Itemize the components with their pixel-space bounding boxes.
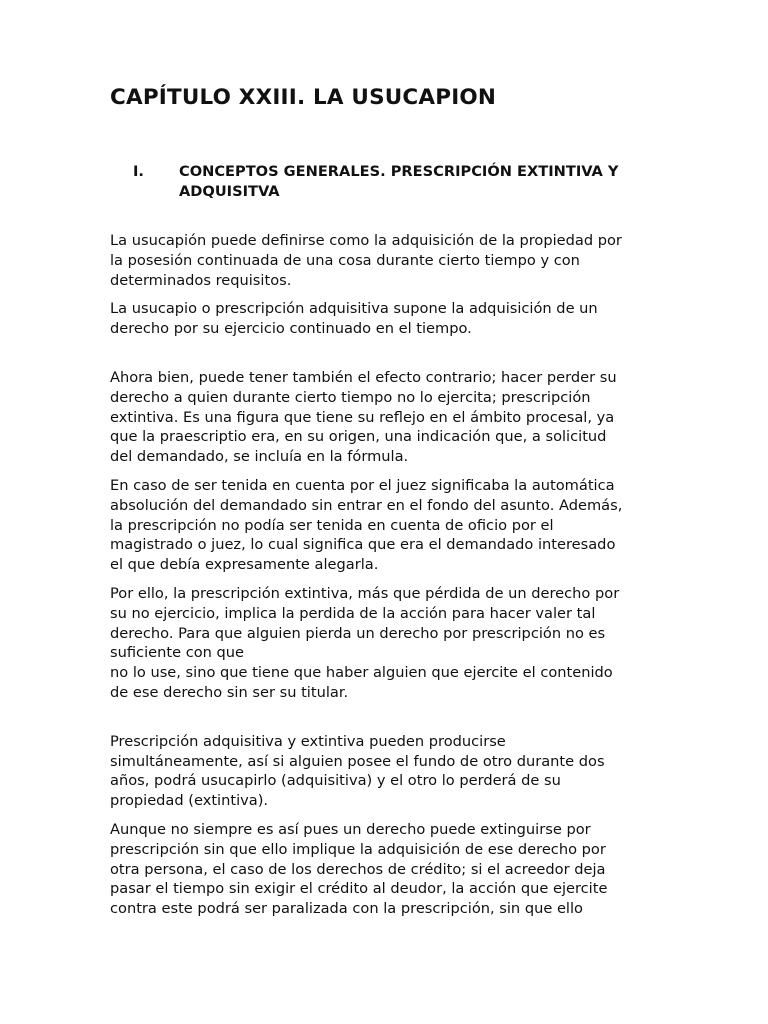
paragraph	[110, 476, 665, 575]
text-line: otra persona, el caso de los derechos de crédito; si el acreedor deja	[110, 860, 606, 878]
section-title-line: ADQUISITVA	[179, 183, 280, 200]
text-line: Prescripción adquisitiva y extintiva pueden producirse	[110, 732, 506, 750]
paragraph	[110, 368, 665, 467]
paragraph	[110, 299, 665, 339]
paragraph	[110, 820, 665, 919]
chapter-title: CAPÍTULO XXIII. LA USUCAPION	[110, 85, 497, 110]
text-line: propiedad (extintiva).	[110, 792, 269, 810]
text-line: magistrado o juez, lo cual significa que era el demandado interesado	[110, 536, 616, 554]
text-line: Por ello, la prescripción extintiva, más que pérdida de un derecho por	[110, 584, 620, 602]
text-line: derecho. Para que alguien pierda un derecho por prescripción no es	[110, 624, 606, 642]
section-heading	[110, 162, 670, 202]
text-line: La usucapión puede definirse como la adquisición de la propiedad por	[110, 232, 622, 249]
text-line: no lo use, sino que tiene que haber alguien que ejercite el contenido	[110, 664, 613, 682]
text-line: la prescripción no podía ser tenida en cuenta de oficio por el	[110, 516, 554, 534]
text-line: Ahora bien, puede tener también el efecto contrario; hacer perder su	[110, 368, 617, 386]
text-line: la posesión continuada de una cosa durante cierto tiempo y con	[110, 251, 580, 269]
text-line: simultáneamente, así si alguien posee el fundo de otro durante dos	[110, 752, 605, 770]
text-line: pasar el tiempo sin exigir el crédito al deudor, la acción que ejercite	[110, 880, 608, 898]
text-line: La usucapio o prescripción adquisitiva supone la adquisición de un	[110, 300, 598, 318]
text-line: Aunque no siempre es así pues un derecho puede extinguirse por	[110, 820, 591, 838]
text-line: contra este podrá ser paralizada con la prescripción, sin que ello	[110, 900, 583, 918]
section-number: I.	[133, 163, 144, 180]
text-line: su no ejercicio, implica la perdida de la acción para hacer valer tal	[110, 604, 596, 622]
text-line: del demandado, se incluía en la fórmula.	[110, 448, 409, 466]
text-line: extintiva. Es una figura que tiene su reflejo en el ámbito procesal, ya	[110, 408, 615, 426]
text-line: absolución del demandado sin entrar en el fondo del asunto. Además,	[110, 496, 623, 514]
paragraph	[110, 732, 665, 811]
text-line: prescripción sin que ello implique la adquisición de ese derecho por	[110, 840, 606, 858]
text-line: En caso de ser tenida en cuenta por el juez significaba la automática	[110, 476, 615, 494]
paragraph	[110, 231, 665, 290]
text-line: derecho por su ejercicio continuado en el tiempo.	[110, 320, 472, 338]
text-line: derecho a quien durante cierto tiempo no lo ejercita; prescripción	[110, 388, 591, 406]
text-line: suficiente con que	[110, 644, 245, 662]
text-line: el que debía expresamente alegarla.	[110, 556, 379, 574]
section-title	[179, 162, 670, 202]
paragraph	[110, 584, 665, 703]
body-text	[110, 231, 665, 928]
text-line: años, podrá usucapirlo (adquisitiva) y el otro lo perderá de su	[110, 772, 561, 790]
text-line: de ese derecho sin ser su titular.	[110, 683, 349, 701]
section-title-line: CONCEPTOS GENERALES. PRESCRIPCIÓN EXTINTIVA Y	[179, 163, 619, 180]
text-line: determinados requisitos.	[110, 271, 292, 289]
text-line: que la praescriptio era, en su origen, una indicación que, a solicitud	[110, 428, 607, 446]
